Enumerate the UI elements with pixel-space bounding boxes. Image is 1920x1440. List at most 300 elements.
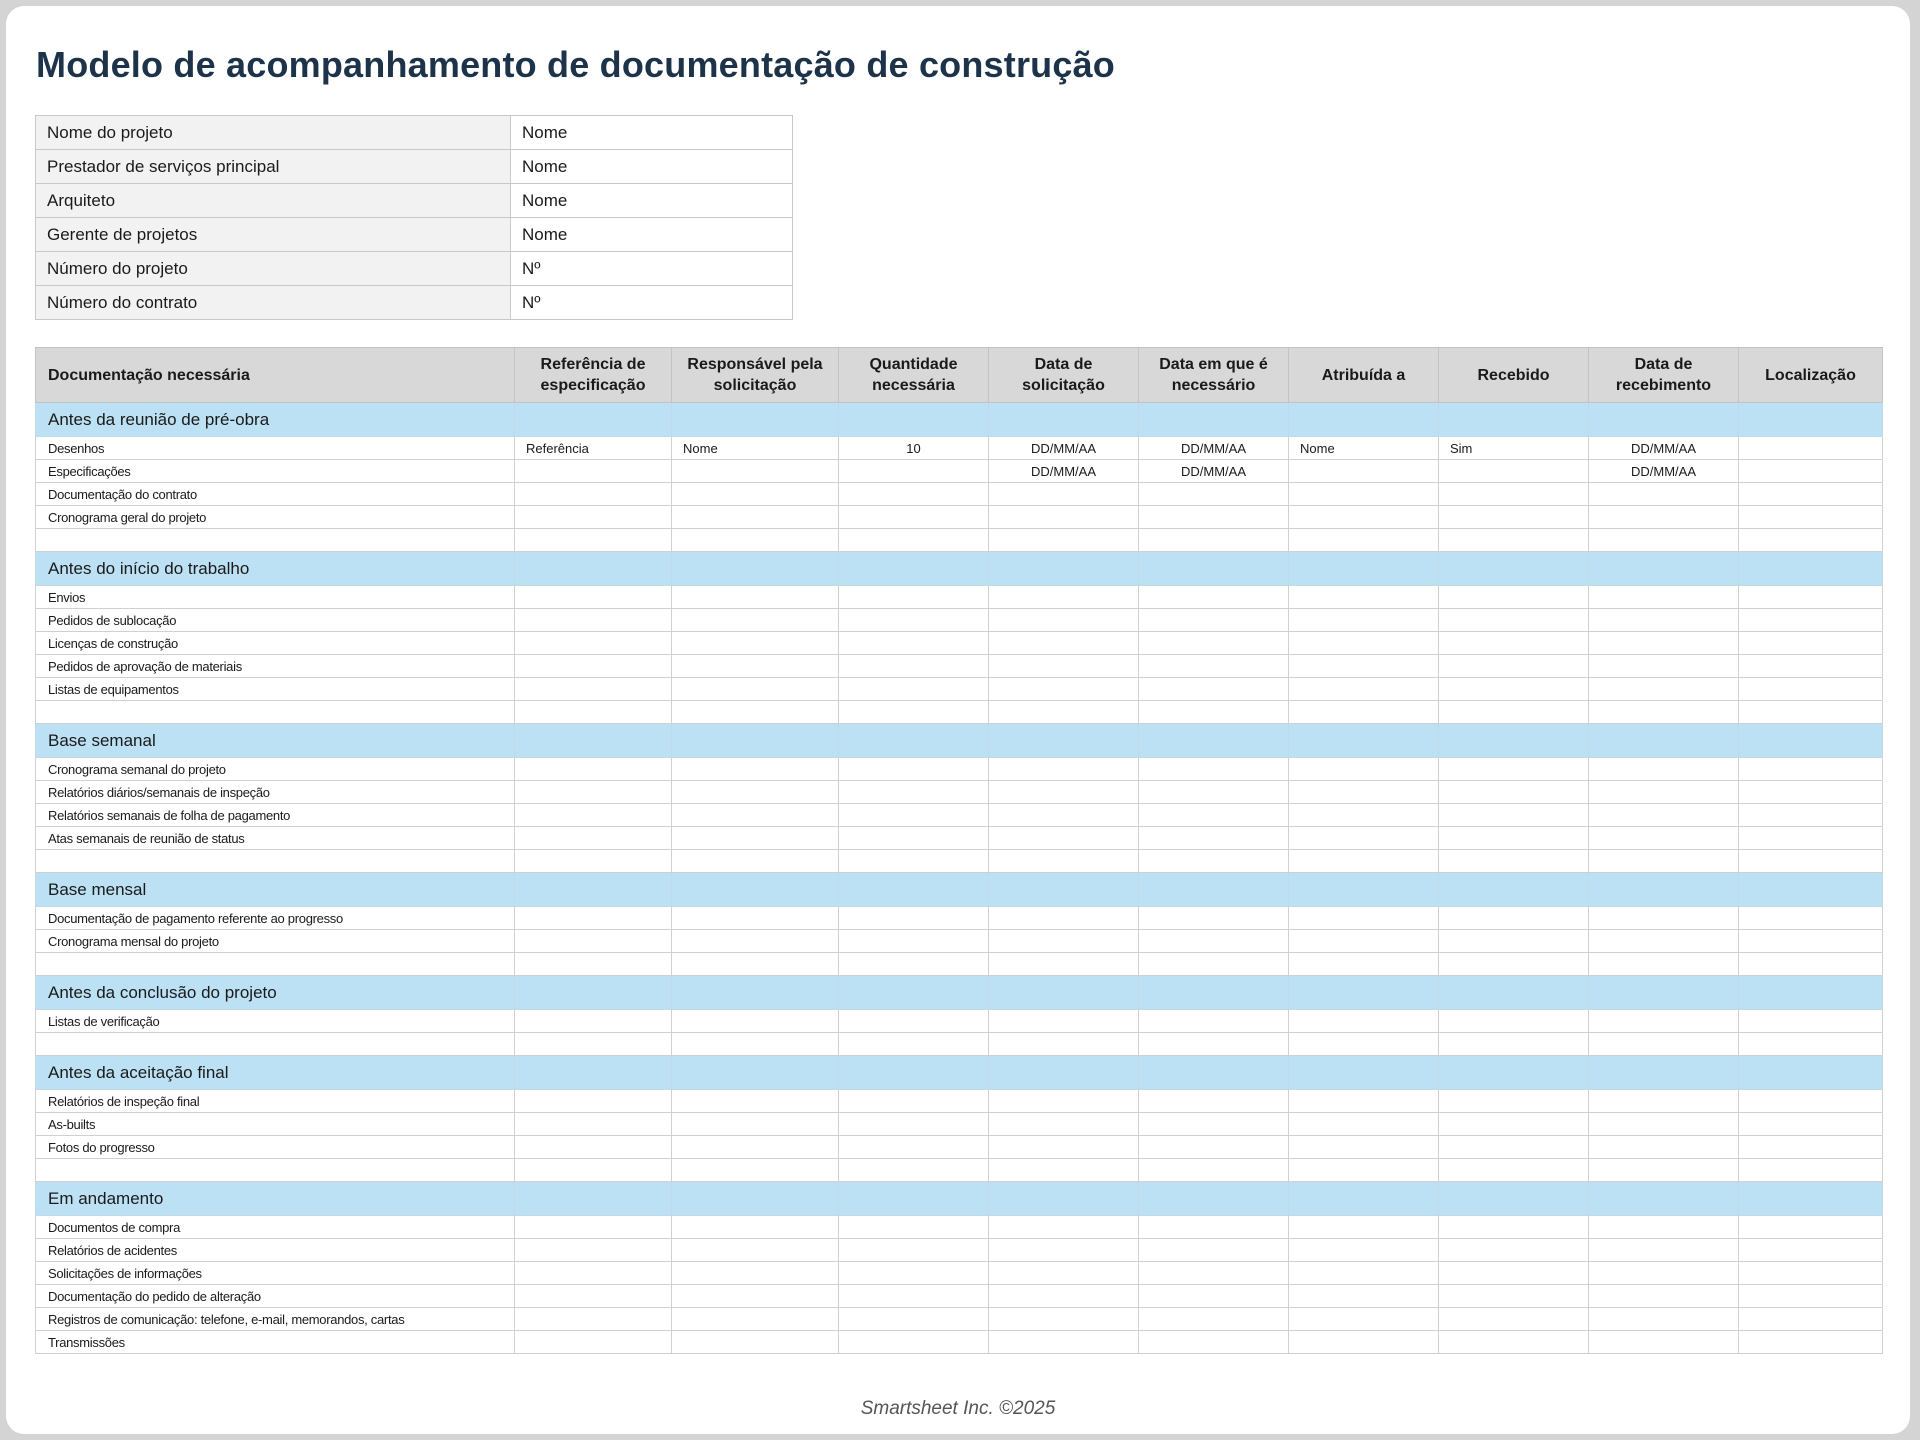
data-cell[interactable] bbox=[839, 1262, 989, 1285]
data-cell[interactable] bbox=[989, 1285, 1139, 1308]
data-cell[interactable] bbox=[839, 586, 989, 609]
data-cell[interactable] bbox=[1439, 1285, 1589, 1308]
data-cell[interactable] bbox=[1439, 460, 1589, 483]
data-cell[interactable] bbox=[1739, 1285, 1883, 1308]
data-cell[interactable] bbox=[1139, 1331, 1289, 1354]
data-cell[interactable] bbox=[515, 827, 672, 850]
data-cell[interactable] bbox=[1289, 1113, 1439, 1136]
data-cell[interactable] bbox=[839, 1090, 989, 1113]
data-cell[interactable] bbox=[1739, 930, 1883, 953]
data-cell[interactable] bbox=[1289, 655, 1439, 678]
data-cell[interactable] bbox=[672, 483, 839, 506]
data-cell[interactable] bbox=[515, 1090, 672, 1113]
data-cell[interactable] bbox=[515, 529, 672, 552]
data-cell[interactable] bbox=[839, 1113, 989, 1136]
data-cell[interactable] bbox=[1739, 781, 1883, 804]
data-cell[interactable] bbox=[839, 1216, 989, 1239]
data-cell[interactable] bbox=[989, 930, 1139, 953]
data-cell[interactable] bbox=[515, 1033, 672, 1056]
data-cell[interactable] bbox=[672, 1239, 839, 1262]
data-cell[interactable] bbox=[1439, 930, 1589, 953]
data-cell[interactable] bbox=[989, 781, 1139, 804]
data-cell[interactable] bbox=[1139, 930, 1289, 953]
data-cell[interactable] bbox=[672, 1308, 839, 1331]
data-cell[interactable] bbox=[1739, 437, 1883, 460]
data-cell[interactable] bbox=[515, 1010, 672, 1033]
data-cell[interactable] bbox=[1439, 758, 1589, 781]
data-cell[interactable] bbox=[839, 1331, 989, 1354]
data-cell[interactable] bbox=[1589, 655, 1739, 678]
document-name-cell[interactable] bbox=[36, 1159, 515, 1182]
data-cell[interactable] bbox=[1139, 1239, 1289, 1262]
data-cell[interactable] bbox=[1439, 483, 1589, 506]
data-cell[interactable] bbox=[1739, 1136, 1883, 1159]
data-cell[interactable] bbox=[672, 1331, 839, 1354]
data-cell[interactable] bbox=[989, 827, 1139, 850]
data-cell[interactable] bbox=[672, 655, 839, 678]
data-cell[interactable] bbox=[1289, 609, 1439, 632]
data-cell[interactable] bbox=[1589, 781, 1739, 804]
data-cell[interactable] bbox=[1739, 460, 1883, 483]
data-cell[interactable] bbox=[1589, 827, 1739, 850]
data-cell[interactable] bbox=[1289, 1136, 1439, 1159]
data-cell[interactable]: Sim bbox=[1439, 437, 1589, 460]
data-cell[interactable] bbox=[1439, 1216, 1589, 1239]
data-cell[interactable] bbox=[515, 1262, 672, 1285]
data-cell[interactable] bbox=[1739, 1262, 1883, 1285]
info-value-cell[interactable]: Nº bbox=[511, 252, 793, 286]
data-cell[interactable] bbox=[1739, 1113, 1883, 1136]
data-cell[interactable] bbox=[1139, 1136, 1289, 1159]
data-cell[interactable] bbox=[1139, 1113, 1289, 1136]
document-name-cell[interactable]: Pedidos de aprovação de materiais bbox=[36, 655, 515, 678]
data-cell[interactable] bbox=[1289, 586, 1439, 609]
data-cell[interactable]: DD/MM/AA bbox=[1139, 437, 1289, 460]
data-cell[interactable] bbox=[1589, 1136, 1739, 1159]
document-name-cell[interactable]: Listas de equipamentos bbox=[36, 678, 515, 701]
data-cell[interactable] bbox=[839, 609, 989, 632]
data-cell[interactable] bbox=[1439, 1159, 1589, 1182]
data-cell[interactable] bbox=[672, 529, 839, 552]
data-cell[interactable] bbox=[1439, 1262, 1589, 1285]
data-cell[interactable] bbox=[1739, 632, 1883, 655]
data-cell[interactable] bbox=[1589, 1331, 1739, 1354]
data-cell[interactable] bbox=[672, 953, 839, 976]
document-name-cell[interactable]: Relatórios diários/semanais de inspeção bbox=[36, 781, 515, 804]
data-cell[interactable] bbox=[515, 701, 672, 724]
data-cell[interactable] bbox=[989, 907, 1139, 930]
data-cell[interactable] bbox=[672, 1090, 839, 1113]
data-cell[interactable] bbox=[1139, 483, 1289, 506]
data-cell[interactable] bbox=[989, 678, 1139, 701]
data-cell[interactable] bbox=[672, 1285, 839, 1308]
document-name-cell[interactable]: Pedidos de sublocação bbox=[36, 609, 515, 632]
data-cell[interactable] bbox=[989, 1113, 1139, 1136]
document-name-cell[interactable]: Relatórios de acidentes bbox=[36, 1239, 515, 1262]
data-cell[interactable] bbox=[1139, 827, 1289, 850]
document-name-cell[interactable]: Documentação do pedido de alteração bbox=[36, 1285, 515, 1308]
data-cell[interactable] bbox=[989, 1010, 1139, 1033]
data-cell[interactable] bbox=[515, 850, 672, 873]
data-cell[interactable]: Referência bbox=[515, 437, 672, 460]
data-cell[interactable] bbox=[1739, 804, 1883, 827]
data-cell[interactable] bbox=[1289, 460, 1439, 483]
data-cell[interactable] bbox=[672, 678, 839, 701]
data-cell[interactable] bbox=[839, 678, 989, 701]
data-cell[interactable] bbox=[1739, 1159, 1883, 1182]
data-cell[interactable] bbox=[1139, 781, 1289, 804]
data-cell[interactable] bbox=[1289, 1216, 1439, 1239]
data-cell[interactable] bbox=[1139, 1159, 1289, 1182]
data-cell[interactable] bbox=[1589, 678, 1739, 701]
data-cell[interactable]: Nome bbox=[1289, 437, 1439, 460]
data-cell[interactable] bbox=[1739, 1010, 1883, 1033]
data-cell[interactable] bbox=[1439, 1010, 1589, 1033]
data-cell[interactable] bbox=[1289, 1308, 1439, 1331]
data-cell[interactable] bbox=[1739, 1239, 1883, 1262]
data-cell[interactable] bbox=[1739, 506, 1883, 529]
data-cell[interactable] bbox=[1289, 678, 1439, 701]
document-name-cell[interactable]: Relatórios semanais de folha de pagamento bbox=[36, 804, 515, 827]
data-cell[interactable] bbox=[1739, 1331, 1883, 1354]
data-cell[interactable] bbox=[1739, 953, 1883, 976]
data-cell[interactable] bbox=[839, 506, 989, 529]
data-cell[interactable] bbox=[1139, 1033, 1289, 1056]
data-cell[interactable] bbox=[1139, 609, 1289, 632]
data-cell[interactable] bbox=[515, 758, 672, 781]
data-cell[interactable] bbox=[1289, 804, 1439, 827]
data-cell[interactable] bbox=[515, 1239, 672, 1262]
data-cell[interactable] bbox=[1589, 1113, 1739, 1136]
data-cell[interactable] bbox=[839, 1136, 989, 1159]
data-cell[interactable] bbox=[839, 632, 989, 655]
data-cell[interactable] bbox=[515, 930, 672, 953]
data-cell[interactable] bbox=[1439, 953, 1589, 976]
data-cell[interactable] bbox=[1289, 1090, 1439, 1113]
data-cell[interactable] bbox=[839, 804, 989, 827]
data-cell[interactable] bbox=[1289, 953, 1439, 976]
document-name-cell[interactable]: As-builts bbox=[36, 1113, 515, 1136]
data-cell[interactable] bbox=[672, 781, 839, 804]
data-cell[interactable] bbox=[1439, 827, 1589, 850]
data-cell[interactable]: DD/MM/AA bbox=[989, 460, 1139, 483]
data-cell[interactable] bbox=[1139, 758, 1289, 781]
data-cell[interactable] bbox=[1739, 907, 1883, 930]
data-cell[interactable] bbox=[1589, 586, 1739, 609]
data-cell[interactable] bbox=[1289, 1285, 1439, 1308]
data-cell[interactable] bbox=[1139, 655, 1289, 678]
data-cell[interactable] bbox=[1439, 678, 1589, 701]
data-cell[interactable] bbox=[1289, 1262, 1439, 1285]
data-cell[interactable] bbox=[515, 1308, 672, 1331]
document-name-cell[interactable]: Documentação de pagamento referente ao progresso bbox=[36, 907, 515, 930]
data-cell[interactable] bbox=[1739, 827, 1883, 850]
data-cell[interactable] bbox=[515, 1113, 672, 1136]
data-cell[interactable] bbox=[1289, 907, 1439, 930]
data-cell[interactable] bbox=[989, 953, 1139, 976]
data-cell[interactable] bbox=[1139, 678, 1289, 701]
data-cell[interactable] bbox=[1439, 1331, 1589, 1354]
data-cell[interactable] bbox=[672, 1113, 839, 1136]
data-cell[interactable] bbox=[1289, 827, 1439, 850]
document-name-cell[interactable]: Documentos de compra bbox=[36, 1216, 515, 1239]
data-cell[interactable] bbox=[839, 655, 989, 678]
data-cell[interactable] bbox=[989, 1331, 1139, 1354]
data-cell[interactable] bbox=[839, 1159, 989, 1182]
data-cell[interactable] bbox=[672, 758, 839, 781]
data-cell[interactable] bbox=[1589, 483, 1739, 506]
data-cell[interactable] bbox=[1439, 907, 1589, 930]
data-cell[interactable] bbox=[1139, 632, 1289, 655]
data-cell[interactable] bbox=[1439, 781, 1589, 804]
data-cell[interactable] bbox=[672, 1159, 839, 1182]
data-cell[interactable] bbox=[1739, 1216, 1883, 1239]
document-name-cell[interactable]: Listas de verificação bbox=[36, 1010, 515, 1033]
data-cell[interactable] bbox=[672, 930, 839, 953]
data-cell[interactable] bbox=[1439, 529, 1589, 552]
data-cell[interactable] bbox=[515, 781, 672, 804]
data-cell[interactable] bbox=[1589, 1010, 1739, 1033]
data-cell[interactable] bbox=[989, 632, 1139, 655]
document-name-cell[interactable]: Transmissões bbox=[36, 1331, 515, 1354]
data-cell[interactable] bbox=[1139, 1262, 1289, 1285]
data-cell[interactable] bbox=[839, 850, 989, 873]
info-value-cell[interactable]: Nome bbox=[511, 150, 793, 184]
data-cell[interactable] bbox=[515, 1285, 672, 1308]
data-cell[interactable] bbox=[989, 586, 1139, 609]
data-cell[interactable] bbox=[989, 1239, 1139, 1262]
data-cell[interactable] bbox=[1439, 850, 1589, 873]
data-cell[interactable] bbox=[1739, 678, 1883, 701]
data-cell[interactable] bbox=[1739, 758, 1883, 781]
document-name-cell[interactable]: Cronograma geral do projeto bbox=[36, 506, 515, 529]
data-cell[interactable] bbox=[1139, 1010, 1289, 1033]
data-cell[interactable] bbox=[672, 907, 839, 930]
data-cell[interactable] bbox=[1739, 529, 1883, 552]
data-cell[interactable] bbox=[1589, 1216, 1739, 1239]
data-cell[interactable] bbox=[1739, 609, 1883, 632]
data-cell[interactable] bbox=[1739, 850, 1883, 873]
data-cell[interactable] bbox=[1289, 930, 1439, 953]
data-cell[interactable] bbox=[515, 609, 672, 632]
data-cell[interactable] bbox=[515, 1159, 672, 1182]
document-name-cell[interactable]: Relatórios de inspeção final bbox=[36, 1090, 515, 1113]
data-cell[interactable] bbox=[1289, 506, 1439, 529]
data-cell[interactable] bbox=[672, 1262, 839, 1285]
data-cell[interactable] bbox=[1139, 529, 1289, 552]
data-cell[interactable] bbox=[1139, 1090, 1289, 1113]
data-cell[interactable] bbox=[1289, 529, 1439, 552]
data-cell[interactable] bbox=[1589, 1262, 1739, 1285]
data-cell[interactable] bbox=[1439, 1239, 1589, 1262]
data-cell[interactable] bbox=[1439, 804, 1589, 827]
data-cell[interactable] bbox=[839, 953, 989, 976]
data-cell[interactable] bbox=[1589, 1308, 1739, 1331]
document-name-cell[interactable]: Licenças de construção bbox=[36, 632, 515, 655]
info-value-cell[interactable]: Nome bbox=[511, 218, 793, 252]
data-cell[interactable] bbox=[839, 1239, 989, 1262]
data-cell[interactable]: DD/MM/AA bbox=[1589, 460, 1739, 483]
data-cell[interactable] bbox=[989, 1159, 1139, 1182]
data-cell[interactable] bbox=[1289, 701, 1439, 724]
data-cell[interactable] bbox=[1289, 1010, 1439, 1033]
data-cell[interactable] bbox=[1589, 1239, 1739, 1262]
data-cell[interactable] bbox=[672, 460, 839, 483]
data-cell[interactable] bbox=[839, 483, 989, 506]
data-cell[interactable] bbox=[989, 1216, 1139, 1239]
document-name-cell[interactable]: Atas semanais de reunião de status bbox=[36, 827, 515, 850]
data-cell[interactable] bbox=[515, 655, 672, 678]
data-cell[interactable] bbox=[989, 529, 1139, 552]
data-cell[interactable] bbox=[672, 701, 839, 724]
data-cell[interactable] bbox=[989, 506, 1139, 529]
data-cell[interactable] bbox=[989, 1090, 1139, 1113]
data-cell[interactable] bbox=[839, 1010, 989, 1033]
data-cell[interactable] bbox=[1589, 804, 1739, 827]
data-cell[interactable] bbox=[1589, 1033, 1739, 1056]
data-cell[interactable] bbox=[672, 850, 839, 873]
data-cell[interactable] bbox=[1289, 483, 1439, 506]
data-cell[interactable] bbox=[989, 1136, 1139, 1159]
data-cell[interactable] bbox=[1289, 850, 1439, 873]
data-cell[interactable] bbox=[989, 483, 1139, 506]
data-cell[interactable] bbox=[515, 1136, 672, 1159]
data-cell[interactable] bbox=[1139, 907, 1289, 930]
data-cell[interactable] bbox=[989, 655, 1139, 678]
document-name-cell[interactable] bbox=[36, 701, 515, 724]
data-cell[interactable] bbox=[672, 506, 839, 529]
data-cell[interactable] bbox=[1289, 781, 1439, 804]
info-value-cell[interactable]: Nome bbox=[511, 184, 793, 218]
data-cell[interactable] bbox=[1739, 1090, 1883, 1113]
data-cell[interactable] bbox=[839, 1285, 989, 1308]
data-cell[interactable] bbox=[672, 1033, 839, 1056]
data-cell[interactable] bbox=[1739, 655, 1883, 678]
document-name-cell[interactable]: Cronograma mensal do projeto bbox=[36, 930, 515, 953]
data-cell[interactable] bbox=[1589, 953, 1739, 976]
data-cell[interactable] bbox=[515, 506, 672, 529]
data-cell[interactable] bbox=[515, 678, 672, 701]
data-cell[interactable] bbox=[1739, 1308, 1883, 1331]
data-cell[interactable] bbox=[1139, 953, 1289, 976]
data-cell[interactable] bbox=[672, 586, 839, 609]
data-cell[interactable] bbox=[1439, 655, 1589, 678]
data-cell[interactable] bbox=[989, 804, 1139, 827]
data-cell[interactable] bbox=[1139, 506, 1289, 529]
data-cell[interactable] bbox=[1589, 701, 1739, 724]
data-cell[interactable] bbox=[515, 1331, 672, 1354]
data-cell[interactable] bbox=[672, 1136, 839, 1159]
data-cell[interactable] bbox=[515, 483, 672, 506]
data-cell[interactable] bbox=[1739, 586, 1883, 609]
data-cell[interactable] bbox=[1589, 1285, 1739, 1308]
document-name-cell[interactable]: Especificações bbox=[36, 460, 515, 483]
document-name-cell[interactable]: Solicitações de informações bbox=[36, 1262, 515, 1285]
document-name-cell[interactable] bbox=[36, 953, 515, 976]
data-cell[interactable]: DD/MM/AA bbox=[1589, 437, 1739, 460]
document-name-cell[interactable] bbox=[36, 850, 515, 873]
data-cell[interactable]: Nome bbox=[672, 437, 839, 460]
data-cell[interactable] bbox=[989, 701, 1139, 724]
data-cell[interactable] bbox=[989, 609, 1139, 632]
data-cell[interactable]: DD/MM/AA bbox=[989, 437, 1139, 460]
document-name-cell[interactable]: Fotos do progresso bbox=[36, 1136, 515, 1159]
data-cell[interactable] bbox=[839, 827, 989, 850]
data-cell[interactable] bbox=[839, 1308, 989, 1331]
data-cell[interactable] bbox=[1139, 850, 1289, 873]
data-cell[interactable] bbox=[1439, 1113, 1589, 1136]
data-cell[interactable] bbox=[515, 953, 672, 976]
info-value-cell[interactable]: Nº bbox=[511, 286, 793, 320]
data-cell[interactable] bbox=[989, 1308, 1139, 1331]
data-cell[interactable] bbox=[1439, 632, 1589, 655]
data-cell[interactable] bbox=[672, 1010, 839, 1033]
data-cell[interactable] bbox=[1289, 632, 1439, 655]
data-cell[interactable] bbox=[1139, 1308, 1289, 1331]
data-cell[interactable] bbox=[515, 907, 672, 930]
data-cell[interactable] bbox=[1139, 804, 1289, 827]
data-cell[interactable] bbox=[839, 1033, 989, 1056]
data-cell[interactable] bbox=[1139, 1216, 1289, 1239]
document-name-cell[interactable] bbox=[36, 529, 515, 552]
data-cell[interactable] bbox=[515, 804, 672, 827]
data-cell[interactable] bbox=[839, 758, 989, 781]
data-cell[interactable] bbox=[989, 1262, 1139, 1285]
data-cell[interactable] bbox=[515, 1216, 672, 1239]
data-cell[interactable] bbox=[1439, 701, 1589, 724]
data-cell[interactable] bbox=[1139, 1285, 1289, 1308]
data-cell[interactable] bbox=[1589, 930, 1739, 953]
data-cell[interactable] bbox=[989, 1033, 1139, 1056]
document-name-cell[interactable]: Envios bbox=[36, 586, 515, 609]
data-cell[interactable]: 10 bbox=[839, 437, 989, 460]
data-cell[interactable] bbox=[839, 907, 989, 930]
document-name-cell[interactable] bbox=[36, 1033, 515, 1056]
data-cell[interactable] bbox=[1589, 506, 1739, 529]
data-cell[interactable] bbox=[1589, 758, 1739, 781]
info-value-cell[interactable]: Nome bbox=[511, 116, 793, 150]
data-cell[interactable] bbox=[989, 850, 1139, 873]
data-cell[interactable] bbox=[672, 632, 839, 655]
data-cell[interactable] bbox=[1289, 1331, 1439, 1354]
data-cell[interactable] bbox=[1439, 1136, 1589, 1159]
data-cell[interactable] bbox=[1289, 1239, 1439, 1262]
data-cell[interactable] bbox=[672, 609, 839, 632]
data-cell[interactable] bbox=[1589, 529, 1739, 552]
document-name-cell[interactable]: Desenhos bbox=[36, 437, 515, 460]
data-cell[interactable]: DD/MM/AA bbox=[1139, 460, 1289, 483]
document-name-cell[interactable]: Registros de comunicação: telefone, e-mail, memorandos, cartas bbox=[36, 1308, 515, 1331]
data-cell[interactable] bbox=[839, 529, 989, 552]
data-cell[interactable] bbox=[1589, 850, 1739, 873]
data-cell[interactable] bbox=[1739, 1033, 1883, 1056]
data-cell[interactable] bbox=[1739, 701, 1883, 724]
data-cell[interactable] bbox=[1589, 907, 1739, 930]
data-cell[interactable] bbox=[1589, 1090, 1739, 1113]
data-cell[interactable] bbox=[1439, 1090, 1589, 1113]
data-cell[interactable] bbox=[839, 930, 989, 953]
data-cell[interactable] bbox=[515, 460, 672, 483]
data-cell[interactable] bbox=[1439, 506, 1589, 529]
data-cell[interactable] bbox=[1289, 758, 1439, 781]
document-name-cell[interactable]: Documentação do contrato bbox=[36, 483, 515, 506]
data-cell[interactable] bbox=[839, 781, 989, 804]
data-cell[interactable] bbox=[1439, 586, 1589, 609]
document-name-cell[interactable]: Cronograma semanal do projeto bbox=[36, 758, 515, 781]
data-cell[interactable] bbox=[1139, 586, 1289, 609]
data-cell[interactable] bbox=[1589, 1159, 1739, 1182]
data-cell[interactable] bbox=[839, 701, 989, 724]
